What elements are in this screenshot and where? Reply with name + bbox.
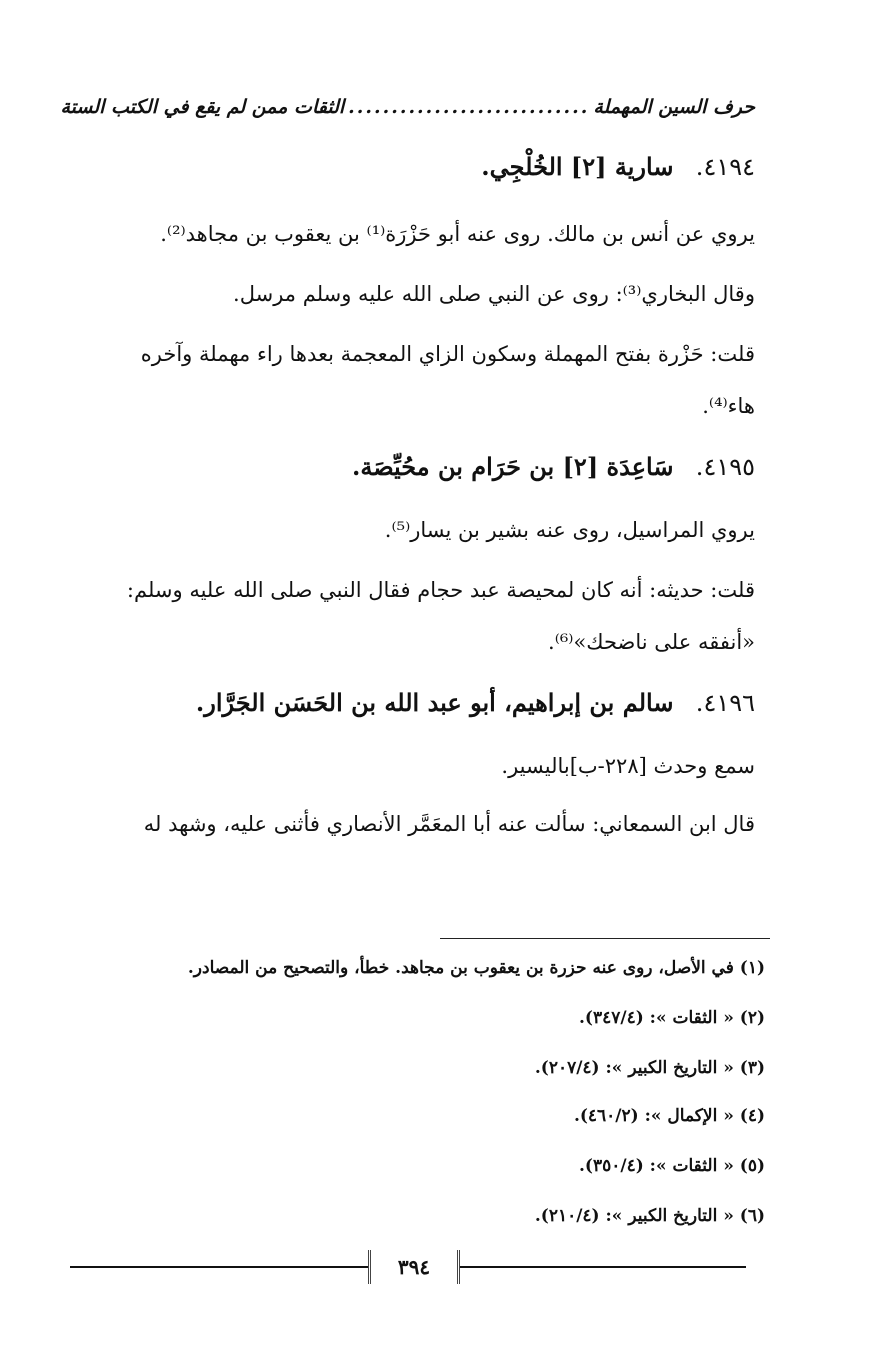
text-line: قال ابن السمعاني: سألت عنه أبا المعَمَّر الأنصاري فأثنى عليه، وشهد له (143, 812, 755, 836)
text-line: يروي عن أنس بن مالك. روى عنه أبو حَزْرَة⁽¹⁾ بن يعقوب بن مجاهد⁽²⁾. (160, 222, 755, 246)
entry-heading (85, 152, 755, 181)
entry-number: ٤١٩٥. (695, 453, 755, 481)
entry-heading (85, 452, 755, 481)
entry-title: سارية [٢] الخُلْجِي. (481, 152, 674, 181)
running-header (60, 96, 755, 118)
text-line: هاء⁽⁴⁾. (702, 394, 755, 418)
text-line: قلت: حديثه: أنه كان لمحيصة عبد حجام فقال النبي صلى الله عليه وسلم: (126, 578, 755, 602)
header-leader-dots: ............................ (348, 96, 590, 118)
entry-number: ٤١٩٦. (695, 689, 755, 717)
text-line: وقال البخاري⁽³⁾: روى عن النبي صلى الله عليه وسلم مرسل. (233, 282, 755, 306)
header-chapter: حرف السين المهملة (593, 96, 755, 118)
text-line: «أنفقه على ناضحك»⁽⁶⁾. (548, 630, 755, 654)
entry-title: سَاعِدَة [٢] بن حَرَام بن محُيِّصَة. (352, 452, 674, 481)
page-number: ٣٩٤ (368, 1250, 460, 1284)
entry-title: سالم بن إبراهيم، أبو عبد الله بن الحَسَن الجَرَّار. (195, 688, 674, 717)
entry-heading (85, 688, 755, 717)
footnote: (٦) « التاريخ الكبير »: (٢١٠/٤). (534, 1206, 765, 1226)
footnote: (٢) « الثقات »: (٣٤٧/٤). (579, 1008, 765, 1028)
header-book-title: الثقات ممن لم يقع في الكتب الستة (60, 96, 345, 118)
footnote: (٤) « الإكمال »: (٤٦٠/٢). (573, 1106, 765, 1126)
text-line: قلت: حَزْرة بفتح المهملة وسكون الزاي المعجمة بعدها راء مهملة وآخره (140, 342, 755, 366)
entry-number: ٤١٩٤. (695, 153, 755, 181)
footnote: (٣) « التاريخ الكبير »: (٢٠٧/٤). (534, 1058, 765, 1078)
footnote-separator (440, 938, 770, 939)
text-line: يروي المراسيل، روى عنه بشير بن يسار⁽⁵⁾. (384, 518, 755, 542)
footnote: (١) في الأصل، روى عنه حزرة بن يعقوب بن مجاهد. خطأ، والتصحيح من المصادر. (187, 958, 765, 978)
text-line: سمع وحدث [٢٢٨-ب]باليسير. (501, 754, 755, 778)
footnote: (٥) « الثقات »: (٣٥٠/٤). (579, 1156, 765, 1176)
